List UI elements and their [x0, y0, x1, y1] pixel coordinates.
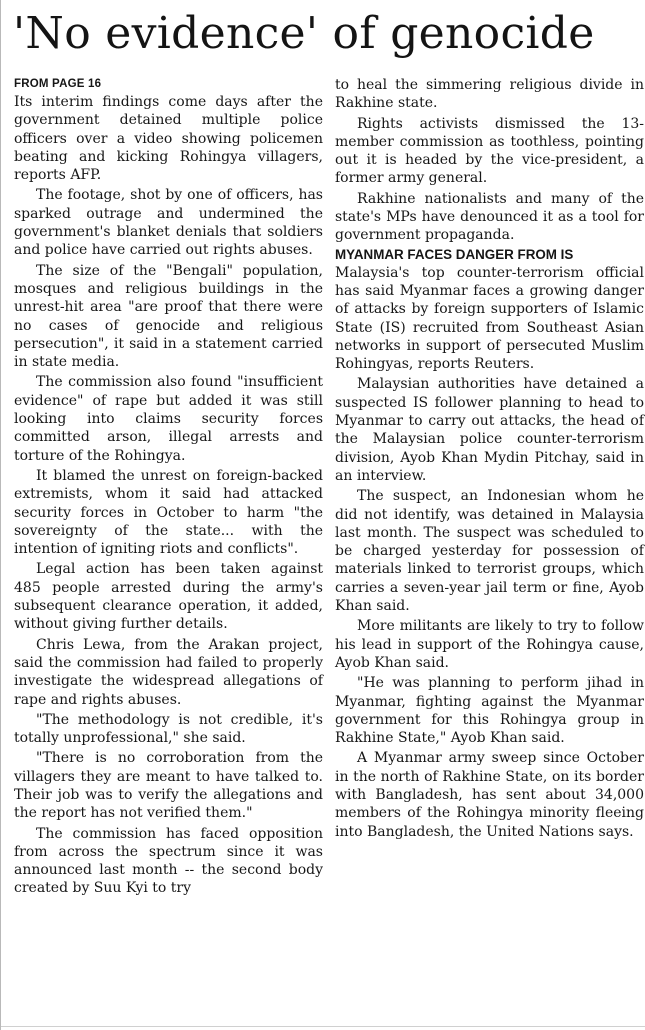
paragraph: The size of the "Bengali" population, mosques and religious buildings in the unrest-hit area "are proof that there were no cases of genocide and religious persecution", it said in a statement carried in state media. — [14, 262, 323, 371]
paragraph: A Myanmar army sweep since October in the north of Rakhine State, on its border with Bangladesh, has sent about 34,000 members of the Rohingya minority fleeing into Bangladesh, the United Nations says. — [335, 750, 644, 840]
paragraph: The suspect, an Indonesian whom he did not identify, was detained in Malaysia last month. The suspect was scheduled to be charged yesterday for possession of materials linked to terrorist groups, which carries a seven-year jail term or fine, Ayob Khan said. — [335, 488, 644, 615]
paragraph: Chris Lewa, from the Arakan project, said the commission had failed to properly investigate the widespread allegations of rape and rights abuses. — [14, 636, 323, 708]
kicker: FROM PAGE 16 — [14, 78, 102, 90]
paragraph: Rakhine nationalists and many of the state's MPs have denounced it as a tool for government propaganda. — [335, 190, 644, 244]
right-column — [335, 76, 644, 841]
paragraph: to heal the simmering religious divide in Rakhine state. — [335, 77, 644, 112]
headline: 'No evidence' of genocide — [13, 8, 595, 59]
paragraph: "The methodology is not credible, it's totally unprofessional," she said. — [14, 711, 323, 747]
paragraph: More militants are likely to try to follow his lead in support of the Rohingya cause, Ayob Khan said. — [335, 618, 644, 671]
paragraph: The commission also found "insufficient evidence" of rape but added it was still looking into claims security forces committed arson, illegal arrests and torture of the Rohingya. — [14, 374, 323, 464]
paragraph: Malaysia's top counter-terrorism official has said Myanmar faces a growing danger of attacks by foreign supporters of Islamic State (IS) recruited from Southeast Asian networks in support of persecuted Muslim Rohingyas, reports Reuters. — [335, 264, 644, 373]
left-column — [14, 76, 323, 898]
paragraph: Legal action has been taken against 485 people arrested during the army's subsequent clearance operation, it added, without giving further details. — [14, 561, 323, 633]
bottom-divider — [1, 1026, 645, 1027]
subheading: MYANMAR FACES DANGER FROM IS — [335, 246, 574, 262]
paragraph: Rights activists dismissed the 13-member commission as toothless, pointing out it is headed by the vice-president, a former army general. — [335, 115, 644, 187]
paragraph: The commission has faced opposition from across the spectrum since it was announced last month -- the second body created by Suu Kyi to try — [14, 825, 323, 897]
paragraph: "There is no corroboration from the villagers they are meant to have talked to. Their job was to verify the allegations and the report has not verified them." — [14, 750, 323, 822]
paragraph: Its interim findings come days after the government detained multiple police officers over a video showing policemen beating and kicking Rohingya villagers, reports AFP. — [14, 94, 323, 184]
paragraph: The footage, shot by one of officers, has sparked outrage and undermined the government's blanket denials that soldiers and police have carried out rights abuses. — [14, 187, 323, 259]
paragraph: "He was planning to perform jihad in Myanmar, fighting against the Myanmar government for this Rohingya group in Rakhine State," Ayob Khan said. — [335, 675, 644, 747]
paragraph: It blamed the unrest on foreign-backed extremists, whom it said had attacked security forces in October to harm "the sovereignty of the state... with the intention of igniting riots and conflicts". — [14, 467, 323, 558]
paragraph: Malaysian authorities have detained a suspected IS follower planning to head to Myanmar to carry out attacks, the head of the Malaysian police counter-terrorism division, Ayob Khan Mydin Pitchay, said in an interview. — [335, 376, 644, 484]
